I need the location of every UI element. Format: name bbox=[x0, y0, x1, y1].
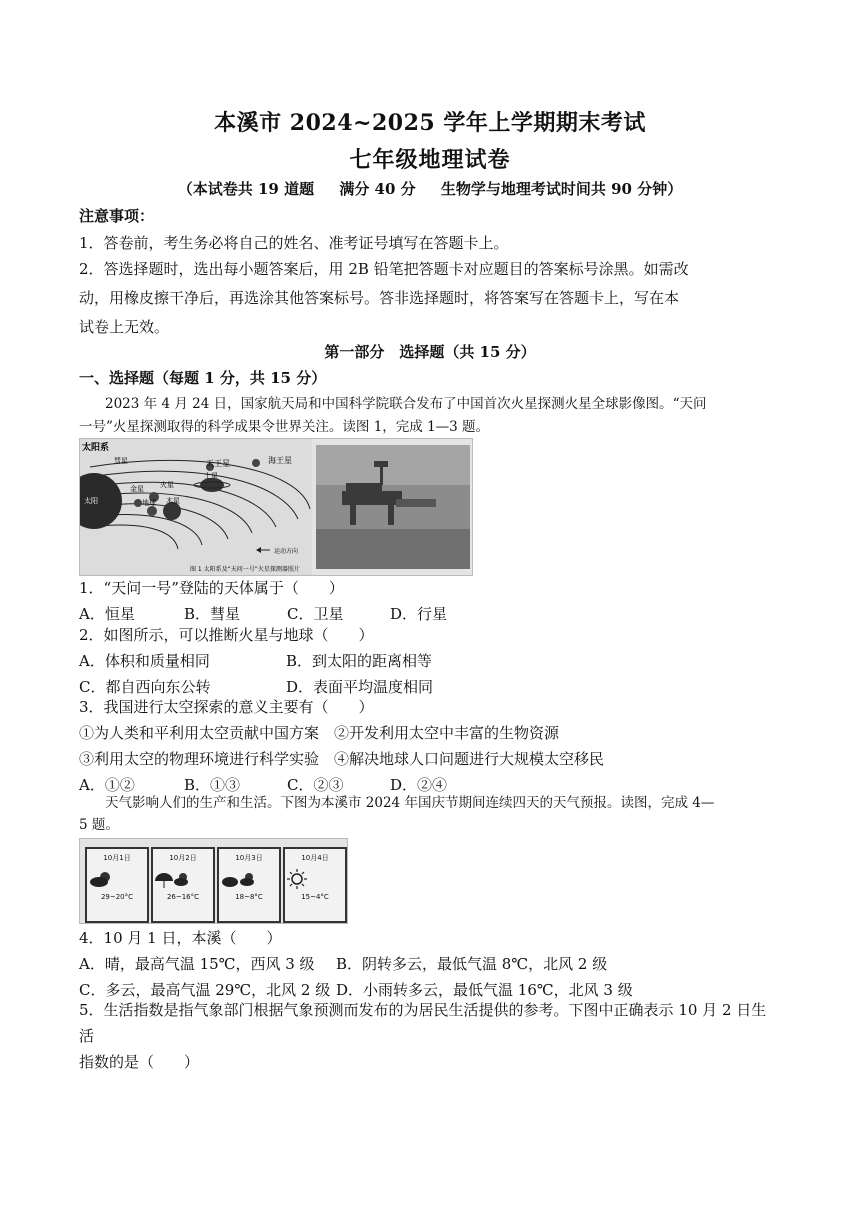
weather-date: 10月3日 bbox=[235, 854, 263, 862]
option-a: A．体积和质量相同 bbox=[79, 652, 210, 670]
option-a: A．①② bbox=[79, 776, 135, 794]
sunny-icon bbox=[285, 869, 345, 891]
cloudy-icon bbox=[219, 869, 279, 891]
option-a: A．恒星 bbox=[79, 605, 135, 623]
section-heading: 一、选择题（每题 1 分，共 15 分） bbox=[79, 369, 327, 387]
saturn-shape bbox=[200, 478, 224, 492]
question-5 bbox=[79, 997, 779, 1075]
sun-label: 太阳 bbox=[84, 497, 98, 505]
notice-item-1: 1．答卷前，考生务必将自己的姓名、准考证号填写在答题卡上。 bbox=[79, 234, 509, 252]
earth-label: 地球 bbox=[142, 499, 156, 507]
part1-heading: 第一部分 选择题（共 15 分） bbox=[324, 343, 536, 361]
question-5-line-2: 指数的是（ ） bbox=[79, 1053, 200, 1071]
weather-card-3 bbox=[217, 847, 281, 923]
option-b: B．彗星 bbox=[184, 605, 241, 623]
partly-cloudy-icon bbox=[87, 869, 147, 891]
exam-info-time: 生物学与地理考试时间共 90 分钟） bbox=[440, 180, 683, 198]
option-b: B．①③ bbox=[184, 776, 241, 794]
mars-label: 火星 bbox=[160, 481, 174, 489]
weather-temp: 29~20°C bbox=[100, 893, 134, 901]
question-3-stem: 3．我国进行太空探索的意义主要有（ ） bbox=[79, 698, 374, 716]
question-1 bbox=[79, 575, 779, 627]
venus-shape bbox=[134, 499, 142, 507]
question-1-stem: 1．“天问一号”登陆的天体属于（ ） bbox=[79, 579, 344, 597]
neptune-label: 海王星 bbox=[268, 456, 292, 465]
weather-temp: 26~16°C bbox=[166, 893, 200, 901]
comet-label: 彗星 bbox=[114, 457, 128, 465]
weather-card-1 bbox=[85, 847, 149, 923]
option-b: B．阴转多云，最低气温 8℃，北风 2 级 bbox=[336, 955, 608, 973]
exam-info-score: 满分 40 分 bbox=[339, 180, 416, 198]
question-2-stem: 2．如图所示，可以推断火星与地球（ ） bbox=[79, 626, 374, 644]
intro-2-line-2: 5 题。 bbox=[79, 817, 119, 833]
weather-forecast-figure bbox=[79, 838, 348, 924]
weather-card-4 bbox=[283, 847, 347, 923]
intro-1-line-1: 2023 年 4 月 24 日，国家航天局和中国科学院联合发布了中国首次火星探测火星全球影像图。“天问 bbox=[105, 396, 707, 412]
notice-heading: 注意事项： bbox=[79, 207, 155, 225]
intro-1-line-2: 一号”火星探测取得的科学成果令世界关注。读图 1，完成 1—3 题。 bbox=[79, 419, 490, 435]
weather-date: 10月2日 bbox=[169, 854, 197, 862]
weather-card-2 bbox=[151, 847, 215, 923]
jupiter-label: 木星 bbox=[166, 497, 180, 505]
question-2-options-row-1 bbox=[79, 648, 779, 674]
notice-item-2 bbox=[79, 256, 779, 340]
notice-item-2-line-2: 动，用橡皮擦干净后，再选涂其他答案标号。答非选择题时，将答案写在答题卡上，写在本 bbox=[79, 289, 680, 307]
option-b: B．到太阳的距离相等 bbox=[286, 652, 433, 670]
weather-temp: 18~8°C bbox=[235, 893, 263, 901]
question-5-line-1: 5．生活指数是指气象部门根据气象预测而发布的为居民生活提供的参考。下图中正确表示 10 月 2 日生活 bbox=[79, 1001, 767, 1045]
figure-1-system-label: 太阳系 bbox=[82, 443, 110, 453]
rain-to-cloudy-icon bbox=[153, 869, 213, 891]
option-d: D．行星 bbox=[390, 605, 448, 623]
question-4 bbox=[79, 925, 779, 1003]
exam-title: 本溪市 2024~2025 学年上学期期末考试 bbox=[214, 110, 646, 136]
figure-1-caption: 图 1 太阳系及“天问一号”火星探测器照片 bbox=[190, 566, 300, 573]
weather-date: 10月4日 bbox=[301, 854, 329, 862]
notice-item-2-line-3: 试卷上无效。 bbox=[79, 318, 170, 336]
option-c: C．卫星 bbox=[287, 605, 344, 623]
question-3 bbox=[79, 694, 779, 798]
direction-label: 运动方向 bbox=[274, 548, 299, 555]
uranus-label: 天王星 bbox=[206, 459, 230, 468]
question-3-statement-2: ③利用太空的物理环境进行科学实验 ④解决地球人口问题进行大规模太空移民 bbox=[79, 750, 605, 768]
weather-date: 10月1日 bbox=[103, 854, 131, 862]
question-4-stem: 4．10 月 1 日，本溪（ ） bbox=[79, 929, 282, 947]
weather-temp: 15~4°C bbox=[301, 893, 329, 901]
question-3-statement-1: ①为人类和平利用太空贡献中国方案 ②开发利用太空中丰富的生物资源 bbox=[79, 724, 560, 742]
notice-item-2-line-1: 2．答选择题时，选出每小题答案后，用 2B 铅笔把答题卡对应题目的答案标号涂黑。如需改 bbox=[79, 260, 689, 278]
intro-2-line-1: 天气影响人们的生产和生活。下图为本溪市 2024 年国庆节期间连续四天的天气预报。读图，完成 4— bbox=[105, 795, 715, 811]
option-c: C．②③ bbox=[287, 776, 344, 794]
earth-shape bbox=[147, 506, 157, 516]
option-d: D．小雨转多云，最低气温 16℃，北风 3 级 bbox=[336, 981, 633, 999]
figure-1-graphic bbox=[80, 439, 472, 575]
exam-info bbox=[0, 178, 860, 199]
option-d: D．②④ bbox=[390, 776, 448, 794]
option-d: D．表面平均温度相同 bbox=[286, 678, 434, 696]
option-c: C．都自西向东公转 bbox=[79, 678, 211, 696]
neptune-shape bbox=[252, 459, 260, 467]
figure-1 bbox=[79, 438, 473, 576]
question-4-options-row-1 bbox=[79, 951, 779, 977]
exam-info-count: （本试卷共 19 道题 bbox=[177, 180, 315, 198]
intro-1 bbox=[79, 392, 779, 416]
saturn-label: 土星 bbox=[204, 472, 218, 480]
question-2 bbox=[79, 622, 779, 700]
venus-label: 金星 bbox=[130, 485, 144, 493]
option-a: A．晴，最高气温 15℃，西风 3 级 bbox=[79, 955, 315, 973]
option-c: C．多云，最高气温 29℃，北风 2 级 bbox=[79, 981, 331, 999]
exam-subtitle: 七年级地理试卷 bbox=[349, 147, 511, 173]
